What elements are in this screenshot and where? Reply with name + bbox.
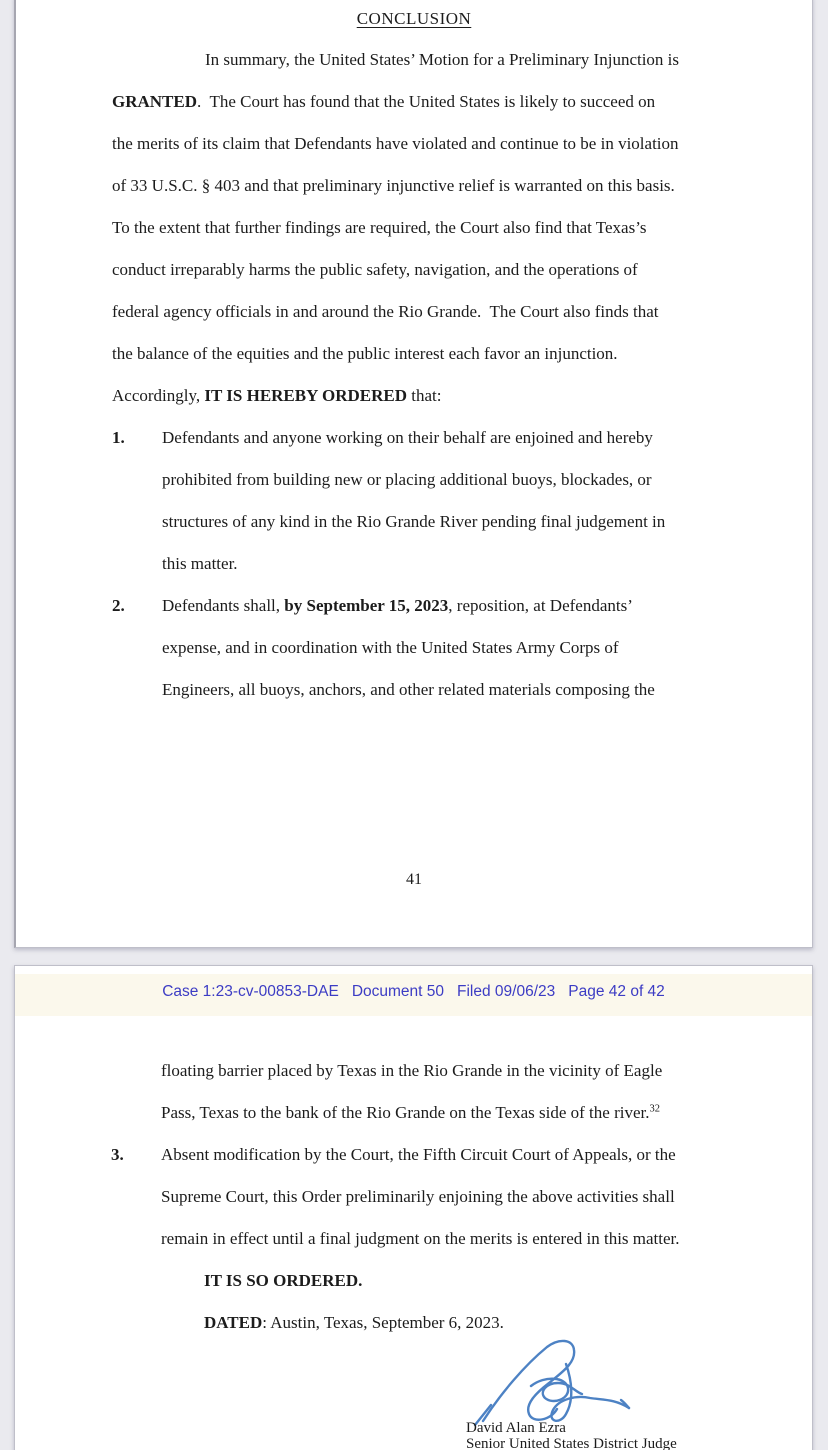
text-line: Supreme Court, this Order preliminarily enjoining the above activities shall: [161, 1187, 675, 1206]
text-line: Defendants and anyone working on their behalf are enjoined and hereby: [162, 428, 653, 447]
item2-continuation: [111, 1050, 732, 1134]
item-number: 1.: [112, 428, 125, 447]
text-line: Engineers, all buoys, anchors, and other related materials composing the: [162, 680, 655, 699]
item-number: 2.: [112, 596, 125, 615]
text-line: DATED: Austin, Texas, September 6, 2023.: [204, 1313, 504, 1332]
text-line: Defendants shall, by September 15, 2023, reposition, at Defendants’: [162, 596, 633, 615]
conclusion-paragraph: [112, 39, 732, 417]
text-line: In summary, the United States’ Motion for a Preliminary Injunction is: [205, 50, 680, 69]
closing-block: [111, 1260, 732, 1344]
judge-signature: [461, 1337, 636, 1429]
page41-content: [112, 39, 732, 711]
page-indicator: Page 42 of 42: [568, 983, 665, 1000]
text-line: IT IS SO ORDERED.: [204, 1271, 363, 1290]
signature-block: [466, 1421, 677, 1450]
footnote-reference: 32: [649, 1103, 660, 1115]
text-line: federal agency officials in and around the Rio Grande. The Court also finds that: [112, 302, 659, 321]
case-stamp-header: [15, 983, 812, 1001]
text-line: prohibited from building new or placing additional buoys, blockades, or: [162, 470, 652, 489]
text-line: of 33 U.S.C. § 403 and that preliminary injunctive relief is warranted on this basis.: [112, 176, 675, 195]
ordered-item: [112, 585, 732, 711]
text-line: conduct irreparably harms the public safety, navigation, and the operations of: [112, 260, 638, 279]
text-line: the merits of its claim that Defendants have violated and continue to be in violation: [112, 134, 679, 153]
ordered-list-continued: [111, 1134, 732, 1260]
page42-content: [111, 1050, 732, 1344]
text-line: To the extent that further findings are required, the Court also find that Texas’s: [112, 218, 647, 237]
item-text: [162, 417, 732, 585]
document-number: Document 50: [351, 983, 445, 1000]
ordered-item: [111, 1134, 732, 1260]
text-line: Accordingly, IT IS HEREBY ORDERED that:: [112, 386, 442, 405]
judge-title: Senior United States District Judge: [466, 1435, 677, 1450]
document-page-42: [14, 965, 813, 1450]
text-line: GRANTED. The Court has found that the United States is likely to succeed on: [112, 92, 656, 111]
text-line: remain in effect until a final judgment on the merits is entered in this matter.: [161, 1229, 680, 1248]
text-line: floating barrier placed by Texas in the Rio Grande in the vicinity of Eagle: [161, 1061, 663, 1080]
page-number-footer: 41: [406, 871, 422, 888]
ordered-item: [112, 417, 732, 585]
signature-scribble-icon: [461, 1337, 636, 1429]
ordered-list: [112, 417, 732, 711]
text-line: Absent modification by the Court, the Fifth Circuit Court of Appeals, or the: [161, 1145, 676, 1164]
judge-name: David Alan Ezra: [466, 1420, 566, 1436]
item-text: [161, 1134, 732, 1260]
text-line: expense, and in coordination with the United States Army Corps of: [162, 638, 619, 657]
text-line: this matter.: [162, 554, 238, 573]
conclusion-heading: CONCLUSION: [356, 9, 472, 28]
filed-date: Filed 09/06/23: [457, 983, 556, 1000]
text-line: the balance of the equities and the public interest each favor an injunction.: [112, 344, 618, 363]
item-text: [162, 585, 732, 711]
case-number: Case 1:23-cv-00853-DAE: [162, 983, 339, 1000]
document-page-41: [14, 0, 813, 948]
item-number: 3.: [111, 1145, 124, 1164]
text-line: structures of any kind in the Rio Grande River pending final judgement in: [162, 512, 666, 531]
text-line: Pass, Texas to the bank of the Rio Grande on the Texas side of the river.$^{32}$: [161, 1103, 660, 1122]
